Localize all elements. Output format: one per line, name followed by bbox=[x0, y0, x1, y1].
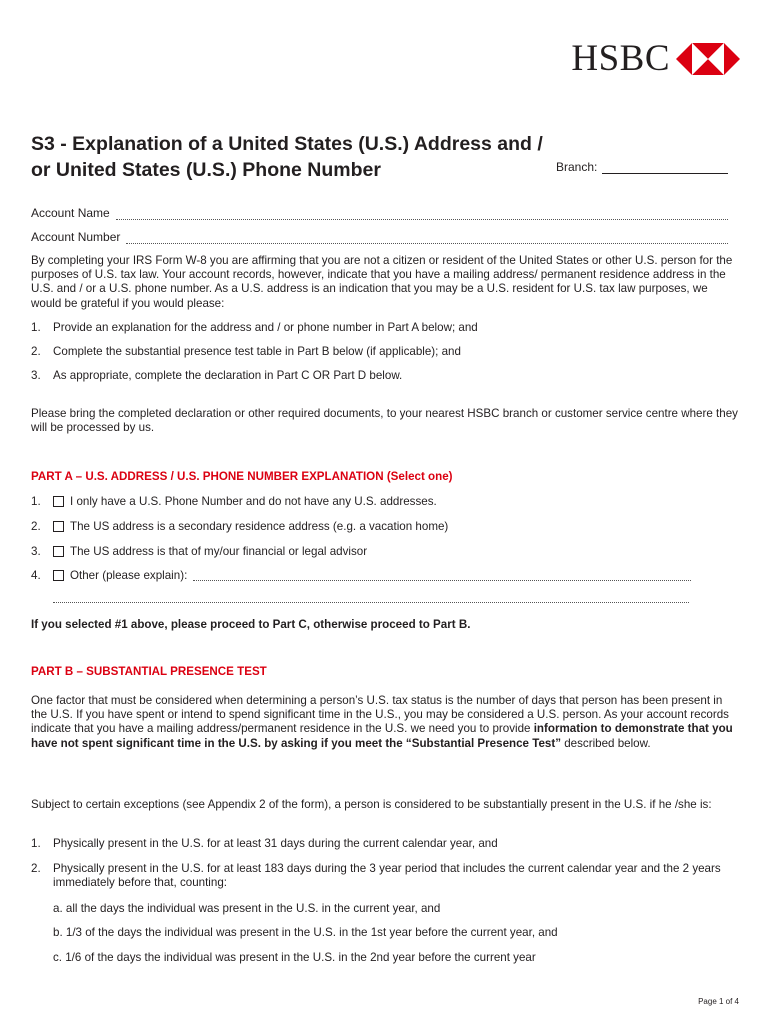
branch-label: Branch: bbox=[556, 160, 598, 174]
step-text: Provide an explanation for the address and / or phone number in Part A below; and bbox=[53, 321, 478, 334]
option-checkbox[interactable] bbox=[53, 496, 64, 507]
page-title: S3 - Explanation of a United States (U.S.) Address and / or United States (U.S.) Phone Number bbox=[31, 133, 543, 181]
option-number: 1. bbox=[31, 495, 41, 508]
presence-text: Physically present in the U.S. for at least 183 days during the 3 year period that includes the current calendar year and the 2 years immediately before that, counting: bbox=[53, 862, 721, 890]
step-number: 1. bbox=[31, 321, 41, 334]
account-number-field[interactable] bbox=[31, 230, 728, 244]
presence-item bbox=[31, 837, 739, 851]
presence-subitem: a. all the days the individual was present in the U.S. in the current year, and bbox=[53, 902, 441, 915]
step-text: As appropriate, complete the declaration in Part C OR Part D below. bbox=[53, 369, 403, 382]
presence-number: 1. bbox=[31, 837, 41, 850]
option-text: The US address is that of my/our financial or legal advisor bbox=[70, 545, 368, 558]
part-b-heading: PART B – SUBSTANTIAL PRESENCE TEST bbox=[31, 665, 267, 678]
option-text: I only have a U.S. Phone Number and do not have any U.S. addresses. bbox=[70, 495, 437, 508]
account-number-label: Account Number bbox=[31, 230, 121, 244]
presence-number: 2. bbox=[31, 862, 41, 875]
part-b-para-end: described below. bbox=[561, 736, 651, 750]
part-a-heading-suffix: (Select one) bbox=[386, 470, 453, 483]
part-a-option-1[interactable] bbox=[31, 495, 691, 508]
part-a-option-3[interactable] bbox=[31, 545, 691, 558]
step-item bbox=[31, 369, 739, 383]
presence-item bbox=[31, 862, 739, 890]
step-item bbox=[31, 321, 739, 335]
option-text: The US address is a secondary residence address (e.g. a vacation home) bbox=[70, 520, 449, 533]
presence-subitem: c. 1/6 of the days the individual was present in the U.S. in the 2nd year before the current year bbox=[53, 951, 536, 964]
part-a-option-2[interactable] bbox=[31, 520, 691, 533]
part-a-instruction: If you selected #1 above, please proceed to Part C, otherwise proceed to Part B. bbox=[31, 618, 471, 631]
part-b-paragraph bbox=[31, 694, 739, 751]
presence-text: Physically present in the U.S. for at least 31 days during the current calendar year, and bbox=[53, 837, 498, 850]
option-checkbox[interactable] bbox=[53, 570, 64, 581]
step-text: Complete the substantial presence test table in Part B below (if applicable); and bbox=[53, 345, 461, 358]
other-explain-line-2[interactable] bbox=[53, 594, 689, 603]
bring-note: Please bring the completed declaration or other required documents, to your nearest HSBC branch or customer service centre where they will be processed by us. bbox=[31, 407, 738, 435]
branch-line[interactable] bbox=[602, 162, 728, 174]
branch-field[interactable] bbox=[556, 160, 728, 174]
account-name-line[interactable] bbox=[116, 209, 728, 220]
part-b-para-bold: information to demonstrate that you have not spent significant time in the U.S. by asking if you meet the “Substantial Presence Test” bbox=[31, 722, 733, 750]
account-name-label: Account Name bbox=[31, 206, 110, 220]
account-number-line[interactable] bbox=[126, 233, 728, 244]
option-number: 3. bbox=[31, 545, 41, 558]
hsbc-logo bbox=[571, 40, 740, 77]
hsbc-hexagon-icon bbox=[676, 43, 740, 75]
step-item bbox=[31, 345, 739, 359]
presence-subitem: b. 1/3 of the days the individual was present in the U.S. in the 1st year before the current year, and bbox=[53, 926, 558, 939]
logo-text: HSBC bbox=[571, 38, 670, 79]
part-a-heading-prefix: PART A – U.S. ADDRESS / U.S. PHONE NUMBER EXPLANATION bbox=[31, 470, 384, 483]
part-a-heading bbox=[31, 470, 453, 483]
other-explain-line[interactable] bbox=[193, 571, 691, 581]
option-number: 2. bbox=[31, 520, 41, 533]
option-number: 4. bbox=[31, 569, 41, 582]
option-text: Other (please explain): bbox=[70, 569, 188, 582]
account-name-field[interactable] bbox=[31, 206, 728, 220]
part-b-para-start: One factor that must be considered when determining a person’s U.S. tax status is the number of days that person has been present in the U.S. If you have spent or intend to spend significant time in the U.S., you may be considered a U.S. person. As your account records indicate that you have a mailing address/permanent residence in the U.S. we need you to provide bbox=[31, 694, 729, 736]
part-a-option-4[interactable] bbox=[31, 569, 691, 582]
option-checkbox[interactable] bbox=[53, 521, 64, 532]
step-number: 2. bbox=[31, 345, 41, 358]
part-b-subject: Subject to certain exceptions (see Appendix 2 of the form), a person is considered to be substantially present in the U.S. if he /she is: bbox=[31, 798, 712, 811]
page-number: Page 1 of 4 bbox=[698, 997, 739, 1006]
intro-paragraph: By completing your IRS Form W-8 you are affirming that you are not a citizen or resident of the United States or other U.S. person for the purposes of U.S. tax law. Your account records, however, indicate that you have a mailing address/ permanent residence address in the U.S. and / or a U.S. phone number. As a U.S. address is an indication that you may be a U.S. resident for U.S. tax law purposes, we would be grateful if you would please: bbox=[31, 254, 733, 310]
step-number: 3. bbox=[31, 369, 41, 382]
option-checkbox[interactable] bbox=[53, 546, 64, 557]
